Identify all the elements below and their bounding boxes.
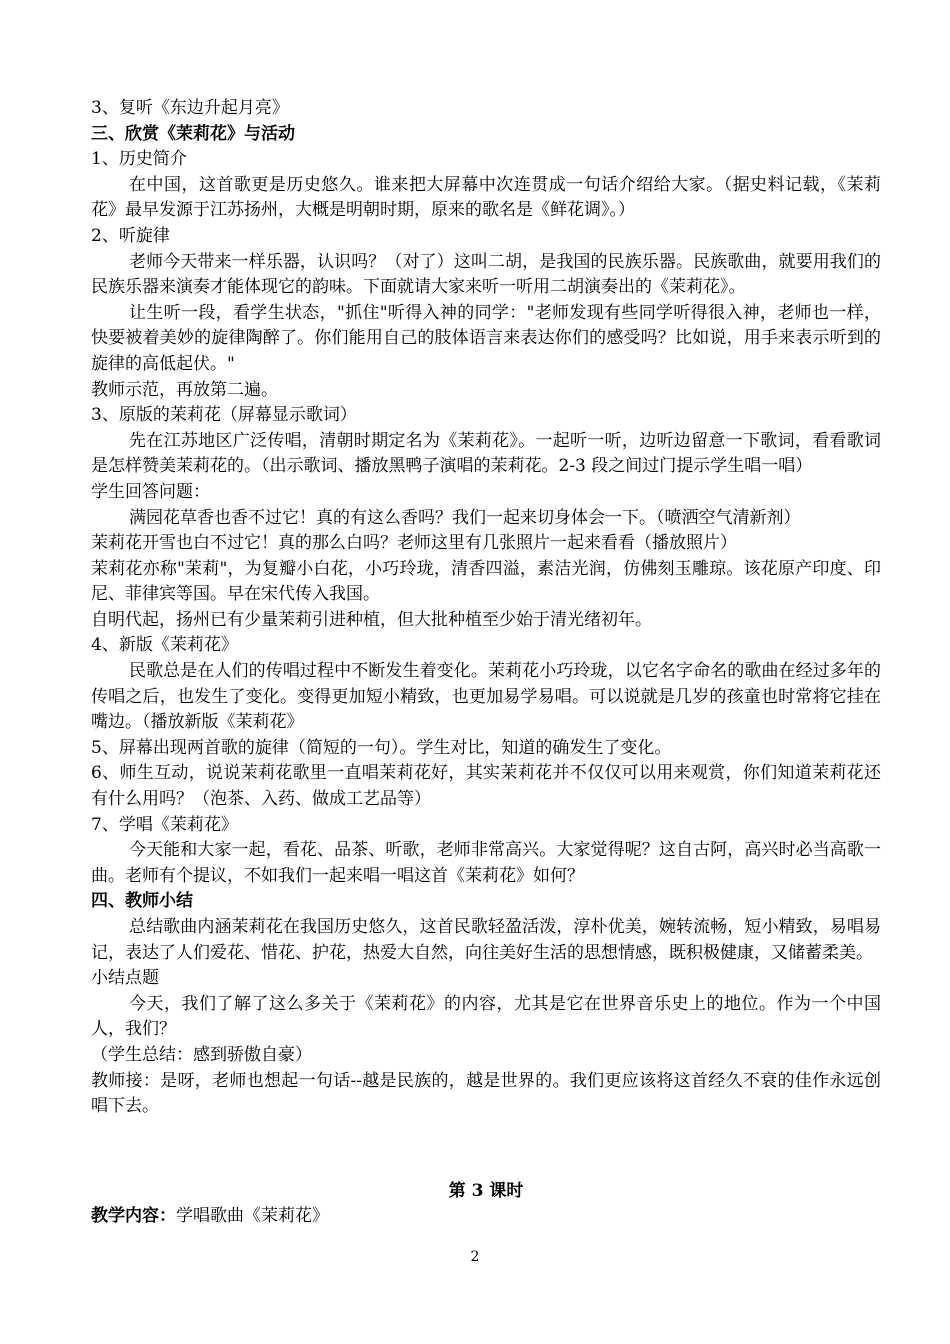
paragraph: 3、原版的茉莉花（屏幕显示歌词） (91, 405, 357, 426)
paragraph: 教师接：是呀，老师也想起一句话--越是民族的，越是世界的。我们更应该将这首经久不衰的佳作永远创唱下去。 (91, 1070, 881, 1117)
paragraph: 让生听一段，看学生状态，"抓住"听得入神的同学："老师发现有些同学听得很入神，老师也一样，快要被着美妙的旋律陶醉了。你们能用自己的肢体语言来表达你们的感受吗？比如说，用手来表示听到的旋律的高低起伏。" (91, 302, 881, 374)
paragraph: 2、听旋律 (91, 225, 170, 246)
paragraph: 学生回答问题： (91, 481, 210, 502)
content-line (91, 1204, 881, 1230)
content-value: 学唱歌曲《茉莉花》 (176, 1206, 329, 1227)
paragraph: 老师今天带来一样乐器，认识吗？（对了）这叫二胡，是我国的民族乐器。民族歌曲，就要用我们的民族乐器来演奏才能体现它的韵味。下面就请大家来听一听用二胡演奏出的《茉莉花》。 (91, 251, 881, 298)
paragraph: 5、屏幕出现两首歌的旋律（简短的一句）。学生对比，知道的确发生了变化。 (91, 737, 672, 758)
paragraph: 4、新版《茉莉花》 (91, 635, 238, 656)
document-body (91, 96, 881, 1230)
paragraph: 今天能和大家一起，看花、品茶、听歌，老师非常高兴。大家觉得呢？这自古阿，高兴时必当高歌一曲。老师有个提议，不如我们一起来唱一唱这首《茉莉花》如何？ (91, 840, 881, 886)
paragraph: 总结歌曲内涵茉莉花在我国历史悠久，这首民歌轻盈活泼，淳朴优美，婉转流畅，短小精致，易唱易记，表达了人们爱花、惜花、护花，热爱大自然，向往美好生活的思想情感，既积极健康，又储蓄柔美。 (91, 917, 881, 963)
paragraph: 茉莉花亦称"茉莉"，为复瓣小白花，小巧玲珑，清香四溢，素洁光润，仿佛刻玉雕琼。该花原产印度、印尼、菲律宾等国。早在宋代传入我国。 (91, 558, 881, 605)
lesson-title: 第 3 课时 (448, 1180, 524, 1201)
paragraph: 1、历史简介 (91, 149, 187, 170)
paragraph: 在中国，这首歌更是历史悠久。谁来把大屏幕中次连贯成一句话介绍给大家。（据史料记载，《茉莉花》最早发源于江苏扬州，大概是明朝时期，原来的歌名是《鲜花调》。） (91, 174, 881, 221)
paragraph: （学生总结：感到骄傲自豪） (91, 1044, 312, 1065)
paragraph: 民歌总是在人们的传唱过程中不断发生着变化。茉莉花小巧玲珑，以它名字命名的歌曲在经过多年的传唱之后，也发生了变化。变得更加短小精致，也更加易学易唱。可以说就是几岁的孩童也时常将它挂在嘴边。（播放新版《茉莉花》 (91, 661, 881, 733)
paragraph: 教师示范，再放第二遍。 (91, 379, 278, 400)
section-gap (91, 1120, 881, 1179)
section-heading: 四、教师小结 (91, 891, 193, 912)
body-lines (91, 96, 881, 1120)
paragraph: 3、复听《东边升起月亮》 (91, 98, 289, 118)
paragraph: 小结点题 (91, 968, 159, 989)
paragraph: 7、学唱《茉莉花》 (91, 814, 238, 835)
paragraph: 自明代起，扬州已有少量茉莉引进种植，但大批种植至少始于清光绪初年。 (91, 609, 652, 630)
page-number: 2 (470, 1249, 480, 1265)
section-heading: 三、欣赏《茉莉花》与活动 (91, 123, 295, 144)
content-label: 教学内容： (91, 1206, 176, 1227)
paragraph: 茉莉花开雪也白不过它！真的那么白吗？老师这里有几张照片一起来看看（播放照片） (91, 533, 737, 554)
paragraph: 先在江苏地区广泛传唱，清朝时期定名为《茉莉花》。一起听一听，边听边留意一下歌词，看看歌词是怎样赞美茉莉花的。（出示歌词、播放黑鸭子演唱的茉莉花。2-3 段之间过门提示学生唱一唱） (91, 430, 881, 477)
paragraph: 满园花草香也香不过它！真的有这么香吗？我们一起来切身体会一下。（喷洒空气清新剂） (129, 507, 801, 528)
paragraph: 6、师生互动，说说茉莉花歌里一直唱茉莉花好，其实茉莉花并不仅仅可以用来观赏，你们知道茉莉花还有什么用吗？（泡茶、入药、做成工艺品等） (91, 763, 881, 810)
paragraph: 今天，我们了解了这么多关于《茉莉花》的内容，尤其是它在世界音乐史上的地位。作为一个中国人，我们？ (91, 993, 881, 1040)
